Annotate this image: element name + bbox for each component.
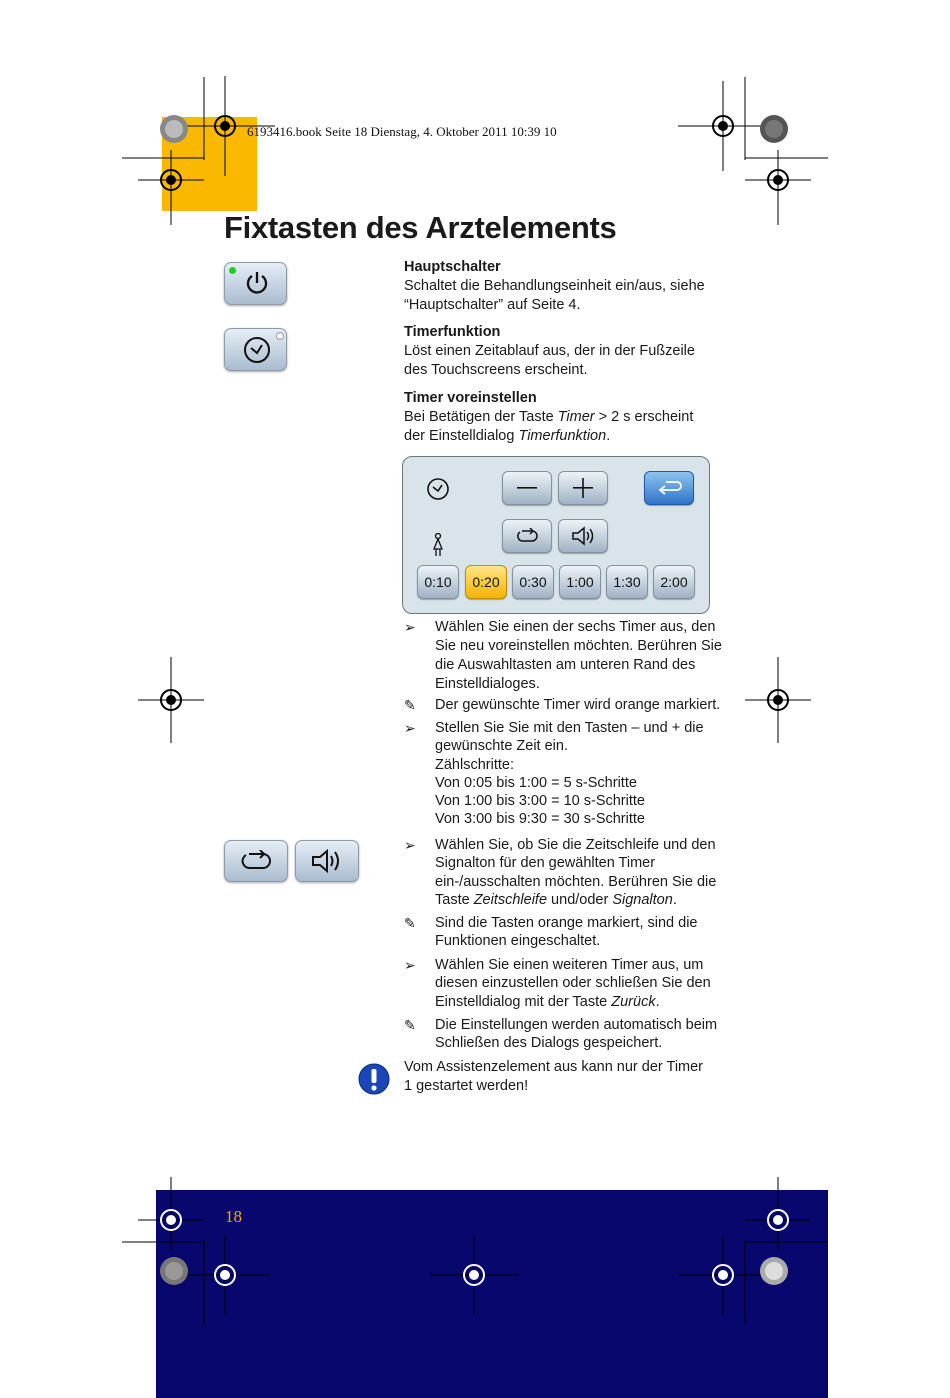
section-timer-voreinstellen [404,389,714,446]
loop-icon [238,850,274,872]
speaker-icon [310,847,344,875]
person-icon [431,533,445,557]
section-text: Bei Betätigen der Taste Timer > 2 s erscheint der Einstelldialog Timerfunktion. [404,409,694,444]
step-action: ➢ Wählen Sie einen der sechs Timer aus, den Sie neu voreinstellen möchten. Berühren Sie die Auswahltasten am unteren Rand des Einstelldialoges. [404,619,722,692]
clock-icon [426,477,450,501]
led-indicator [229,267,236,274]
plus-icon [573,478,593,498]
time-button: 0:10 [417,565,459,599]
note-text: Vom Assistenzelement aus kann nur der Timer 1 gestartet werden! [404,1059,704,1094]
section-heading: Timer voreinstellen [404,390,537,406]
plus-button [558,471,608,505]
section-heading: Timerfunktion [404,324,501,340]
action-arrow-icon: ➢ [404,720,416,736]
page-title: Fixtasten des Arztelements [224,210,617,245]
time-button: 2:00 [653,565,695,599]
step-action: ➢ Wählen Sie einen weiteren Timer aus, um diesen einzustellen oder schließen Sie den Einstelldialog mit der Taste Zurück. [404,957,711,1010]
power-icon [244,270,270,296]
book-info-line: 6193416.book Seite 18 Dienstag, 4. Oktober 2011 10:39 10 [247,124,557,139]
minus-button [502,471,552,505]
minus-icon [517,487,537,489]
step-result: ✎ Sind die Tasten orange markiert, sind die Funktionen eingeschaltet. [404,915,698,950]
section-hauptschalter [404,258,714,315]
step-result: ✎ Der gewünschte Timer wird orange markiert. [404,697,721,713]
loop-icon [514,528,540,544]
sound-button-image [295,840,359,882]
timer-dialog-image [402,456,710,614]
timer-button-image [224,328,287,371]
step-result: ✎ Die Einstellungen werden automatisch beim Schließen des Dialogs gespeichert. [404,1017,718,1052]
result-icon: ✎ [404,697,416,713]
clock-icon [242,335,272,365]
action-arrow-icon: ➢ [404,619,416,635]
result-icon: ✎ [404,915,416,931]
speaker-icon [570,525,598,547]
power-button-image [224,262,287,305]
exclamation-icon [358,1063,390,1095]
back-button [644,471,694,505]
step-action: ➢ Wählen Sie, ob Sie die Zeitschleife und den Signalton für den gewählten Timer ein-/ausschalten möchten. Berühren Sie die Taste Zeitschleife und/oder Signalton. [404,837,717,908]
page-number: 18 [225,1207,242,1226]
action-arrow-icon: ➢ [404,957,416,973]
time-button: 1:00 [559,565,601,599]
loop-button-image [224,840,288,882]
section-text: Schaltet die Behandlungseinheit ein/aus, siehe “Hauptschalter” auf Seite 4. [404,278,705,313]
loop-button [502,519,552,553]
led-indicator [276,332,284,340]
time-button: 0:30 [512,565,554,599]
section-text: Löst einen Zeitablauf aus, der in der Fußzeile des Touchscreens erscheint. [404,343,695,378]
time-button: 1:30 [606,565,648,599]
sound-button [558,519,608,553]
section-timerfunktion [404,323,714,380]
action-arrow-icon: ➢ [404,837,416,853]
step-action: ➢ Stellen Sie Sie mit den Tasten – und + die gewünschte Zeit ein. Zählschritte: Von 0:05 bis 1:00 = 5 s-Schritte Von 1:00 bis 3:00 = 10 s-Schritte Von 3:00 bis 9:30 = 30 s-Schritte [404,720,704,828]
section-heading: Hauptschalter [404,259,501,275]
time-button-selected: 0:20 [465,565,507,599]
return-arrow-icon [656,480,682,496]
result-icon: ✎ [404,1017,416,1033]
